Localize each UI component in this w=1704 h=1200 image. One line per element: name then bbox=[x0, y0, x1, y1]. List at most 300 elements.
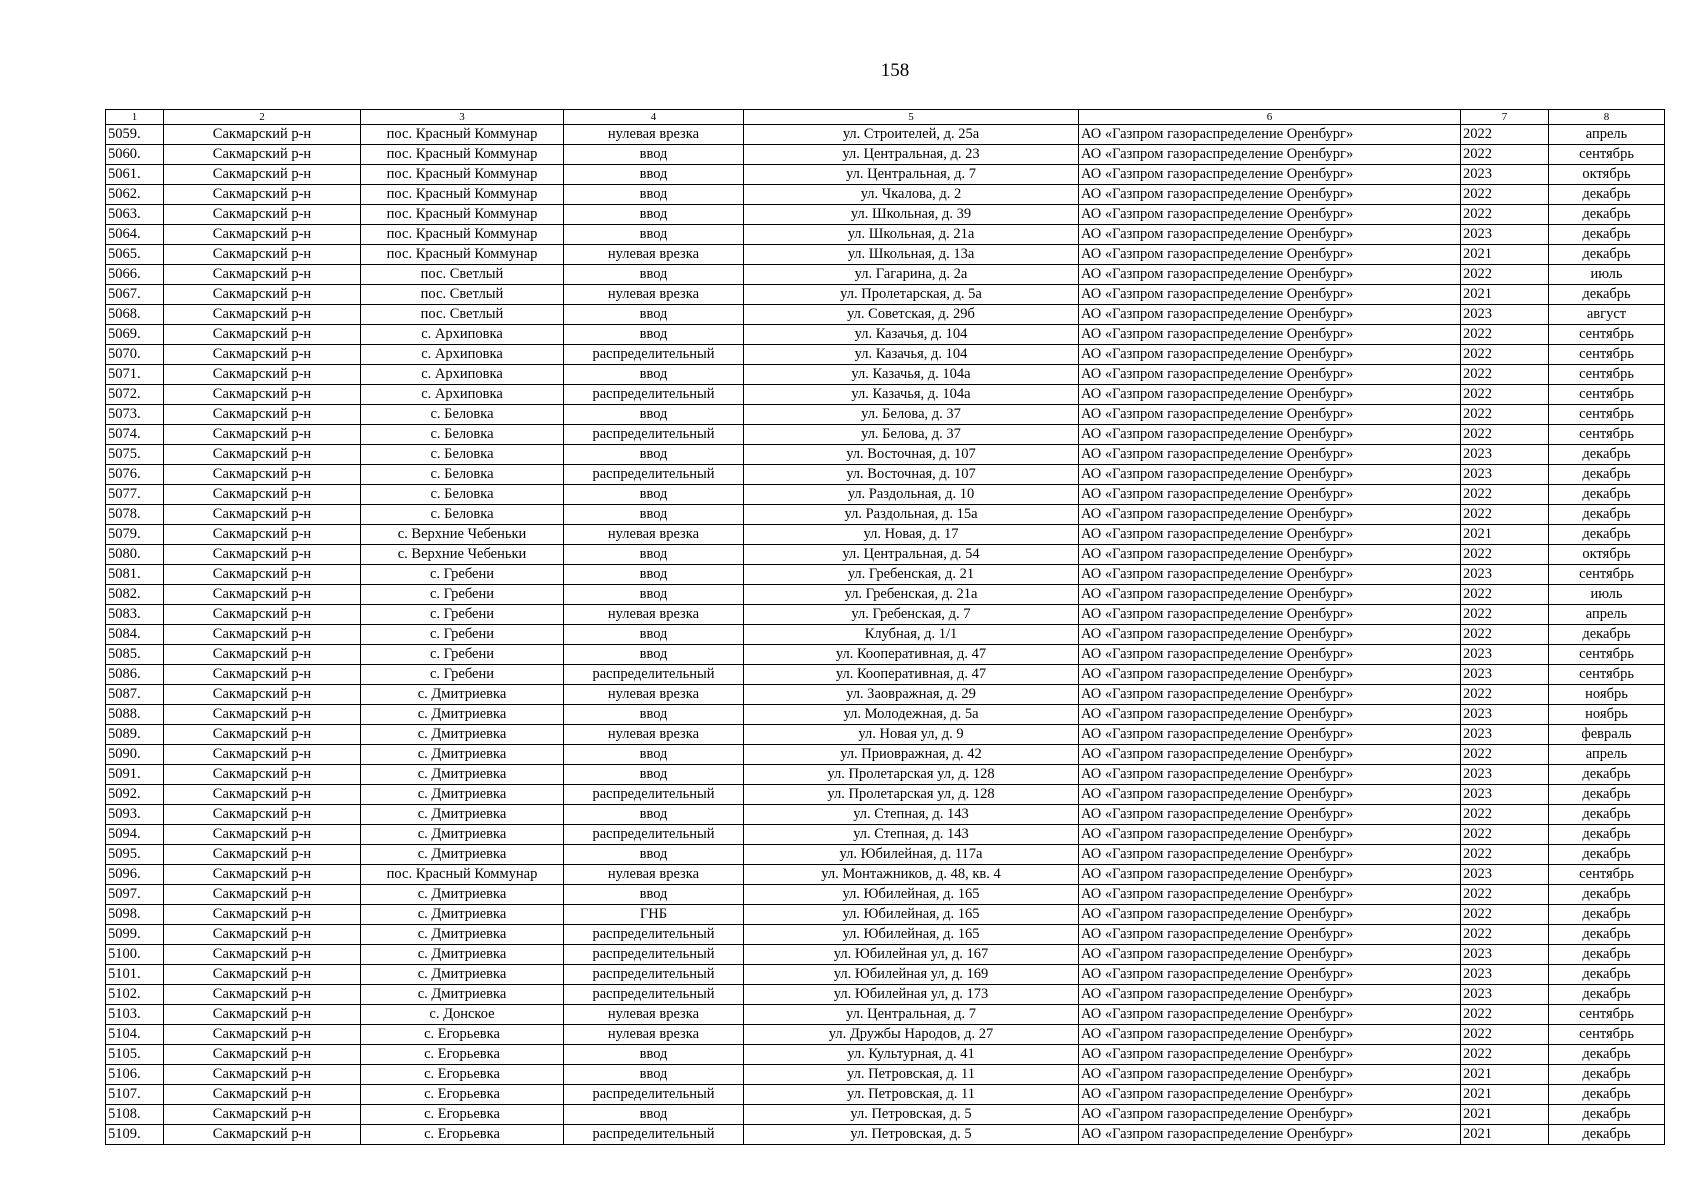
row-number: 5105. bbox=[106, 1045, 164, 1065]
year-cell: 2022 bbox=[1461, 385, 1549, 405]
register-table bbox=[105, 109, 1665, 1145]
district-cell: Сакмарский р-н bbox=[164, 785, 361, 805]
connection-type-cell: ввод bbox=[564, 305, 744, 325]
organization-cell: АО «Газпром газораспределение Оренбург» bbox=[1079, 845, 1461, 865]
organization-cell: АО «Газпром газораспределение Оренбург» bbox=[1079, 545, 1461, 565]
organization-cell: АО «Газпром газораспределение Оренбург» bbox=[1079, 685, 1461, 705]
connection-type-cell: распределительный bbox=[564, 965, 744, 985]
district-cell: Сакмарский р-н bbox=[164, 565, 361, 585]
connection-type-cell: нулевая врезка bbox=[564, 1005, 744, 1025]
year-cell: 2023 bbox=[1461, 985, 1549, 1005]
locality-cell: с. Дмитриевка bbox=[361, 745, 564, 765]
connection-type-cell: распределительный bbox=[564, 1085, 744, 1105]
table-row bbox=[106, 805, 1665, 825]
month-cell: декабрь bbox=[1549, 925, 1665, 945]
month-cell: сентябрь bbox=[1549, 325, 1665, 345]
connection-type-cell: распределительный bbox=[564, 985, 744, 1005]
month-cell: сентябрь bbox=[1549, 1025, 1665, 1045]
address-cell: ул. Казачья, д. 104 bbox=[744, 345, 1079, 365]
organization-cell: АО «Газпром газораспределение Оренбург» bbox=[1079, 805, 1461, 825]
header-col-6: 6 bbox=[1079, 110, 1461, 125]
organization-cell: АО «Газпром газораспределение Оренбург» bbox=[1079, 205, 1461, 225]
month-cell: декабрь bbox=[1549, 785, 1665, 805]
table-row bbox=[106, 725, 1665, 745]
district-cell: Сакмарский р-н bbox=[164, 205, 361, 225]
month-cell: декабрь bbox=[1549, 485, 1665, 505]
locality-cell: с. Дмитриевка bbox=[361, 925, 564, 945]
locality-cell: с. Архиповка bbox=[361, 385, 564, 405]
header-col-7: 7 bbox=[1461, 110, 1549, 125]
year-cell: 2021 bbox=[1461, 1065, 1549, 1085]
year-cell: 2022 bbox=[1461, 1025, 1549, 1045]
row-number: 5099. bbox=[106, 925, 164, 945]
district-cell: Сакмарский р-н bbox=[164, 965, 361, 985]
header-col-3: 3 bbox=[361, 110, 564, 125]
locality-cell: пос. Красный Коммунар bbox=[361, 205, 564, 225]
month-cell: декабрь bbox=[1549, 905, 1665, 925]
year-cell: 2023 bbox=[1461, 465, 1549, 485]
organization-cell: АО «Газпром газораспределение Оренбург» bbox=[1079, 1065, 1461, 1085]
locality-cell: с. Дмитриевка bbox=[361, 725, 564, 745]
row-number: 5089. bbox=[106, 725, 164, 745]
year-cell: 2022 bbox=[1461, 745, 1549, 765]
row-number: 5080. bbox=[106, 545, 164, 565]
month-cell: декабрь bbox=[1549, 805, 1665, 825]
year-cell: 2023 bbox=[1461, 865, 1549, 885]
month-cell: ноябрь bbox=[1549, 685, 1665, 705]
connection-type-cell: нулевая врезка bbox=[564, 285, 744, 305]
year-cell: 2022 bbox=[1461, 265, 1549, 285]
month-cell: декабрь bbox=[1549, 205, 1665, 225]
connection-type-cell: ввод bbox=[564, 205, 744, 225]
district-cell: Сакмарский р-н bbox=[164, 765, 361, 785]
year-cell: 2022 bbox=[1461, 925, 1549, 945]
address-cell: ул. Пролетарская ул, д. 128 bbox=[744, 765, 1079, 785]
address-cell: ул. Гагарина, д. 2а bbox=[744, 265, 1079, 285]
connection-type-cell: ввод bbox=[564, 565, 744, 585]
district-cell: Сакмарский р-н bbox=[164, 125, 361, 145]
connection-type-cell: нулевая врезка bbox=[564, 685, 744, 705]
locality-cell: пос. Красный Коммунар bbox=[361, 225, 564, 245]
row-number: 5069. bbox=[106, 325, 164, 345]
month-cell: сентябрь bbox=[1549, 365, 1665, 385]
address-cell: ул. Школьная, д. 13а bbox=[744, 245, 1079, 265]
organization-cell: АО «Газпром газораспределение Оренбург» bbox=[1079, 665, 1461, 685]
organization-cell: АО «Газпром газораспределение Оренбург» bbox=[1079, 605, 1461, 625]
month-cell: декабрь bbox=[1549, 625, 1665, 645]
district-cell: Сакмарский р-н bbox=[164, 505, 361, 525]
locality-cell: с. Гребени bbox=[361, 625, 564, 645]
month-cell: декабрь bbox=[1549, 245, 1665, 265]
year-cell: 2021 bbox=[1461, 285, 1549, 305]
row-number: 5075. bbox=[106, 445, 164, 465]
year-cell: 2023 bbox=[1461, 785, 1549, 805]
district-cell: Сакмарский р-н bbox=[164, 325, 361, 345]
table-row bbox=[106, 545, 1665, 565]
address-cell: ул. Казачья, д. 104а bbox=[744, 365, 1079, 385]
district-cell: Сакмарский р-н bbox=[164, 725, 361, 745]
month-cell: октябрь bbox=[1549, 545, 1665, 565]
organization-cell: АО «Газпром газораспределение Оренбург» bbox=[1079, 285, 1461, 305]
table-row bbox=[106, 1105, 1665, 1125]
district-cell: Сакмарский р-н bbox=[164, 1085, 361, 1105]
locality-cell: с. Гребени bbox=[361, 585, 564, 605]
locality-cell: с. Беловка bbox=[361, 445, 564, 465]
year-cell: 2022 bbox=[1461, 405, 1549, 425]
connection-type-cell: распределительный bbox=[564, 785, 744, 805]
organization-cell: АО «Газпром газораспределение Оренбург» bbox=[1079, 705, 1461, 725]
locality-cell: с. Гребени bbox=[361, 605, 564, 625]
organization-cell: АО «Газпром газораспределение Оренбург» bbox=[1079, 785, 1461, 805]
address-cell: ул. Гребенская, д. 21 bbox=[744, 565, 1079, 585]
locality-cell: с. Дмитриевка bbox=[361, 985, 564, 1005]
month-cell: сентябрь bbox=[1549, 425, 1665, 445]
table-row bbox=[106, 485, 1665, 505]
locality-cell: пос. Красный Коммунар bbox=[361, 125, 564, 145]
locality-cell: с. Гребени bbox=[361, 565, 564, 585]
row-number: 5101. bbox=[106, 965, 164, 985]
locality-cell: пос. Светлый bbox=[361, 285, 564, 305]
table-row bbox=[106, 125, 1665, 145]
table-row bbox=[106, 905, 1665, 925]
year-cell: 2021 bbox=[1461, 1125, 1549, 1145]
connection-type-cell: нулевая врезка bbox=[564, 125, 744, 145]
district-cell: Сакмарский р-н bbox=[164, 1125, 361, 1145]
organization-cell: АО «Газпром газораспределение Оренбург» bbox=[1079, 745, 1461, 765]
organization-cell: АО «Газпром газораспределение Оренбург» bbox=[1079, 125, 1461, 145]
month-cell: ноябрь bbox=[1549, 705, 1665, 725]
table-row bbox=[106, 325, 1665, 345]
organization-cell: АО «Газпром газораспределение Оренбург» bbox=[1079, 185, 1461, 205]
connection-type-cell: ввод bbox=[564, 885, 744, 905]
locality-cell: с. Дмитриевка bbox=[361, 765, 564, 785]
connection-type-cell: ввод bbox=[564, 765, 744, 785]
address-cell: ул. Петровская, д. 5 bbox=[744, 1125, 1079, 1145]
address-cell: ул. Школьная, д. 39 bbox=[744, 205, 1079, 225]
table-row bbox=[106, 885, 1665, 905]
locality-cell: с. Егорьевка bbox=[361, 1045, 564, 1065]
organization-cell: АО «Газпром газораспределение Оренбург» bbox=[1079, 165, 1461, 185]
month-cell: декабрь bbox=[1549, 985, 1665, 1005]
table-row bbox=[106, 1025, 1665, 1045]
table-row bbox=[106, 1005, 1665, 1025]
locality-cell: с. Егорьевка bbox=[361, 1105, 564, 1125]
row-number: 5066. bbox=[106, 265, 164, 285]
row-number: 5073. bbox=[106, 405, 164, 425]
address-cell: ул. Новая, д. 17 bbox=[744, 525, 1079, 545]
district-cell: Сакмарский р-н bbox=[164, 805, 361, 825]
address-cell: ул. Новая ул, д. 9 bbox=[744, 725, 1079, 745]
address-cell: ул. Гребенская, д. 7 bbox=[744, 605, 1079, 625]
organization-cell: АО «Газпром газораспределение Оренбург» bbox=[1079, 405, 1461, 425]
row-number: 5060. bbox=[106, 145, 164, 165]
organization-cell: АО «Газпром газораспределение Оренбург» bbox=[1079, 385, 1461, 405]
connection-type-cell: ввод bbox=[564, 805, 744, 825]
year-cell: 2022 bbox=[1461, 685, 1549, 705]
district-cell: Сакмарский р-н bbox=[164, 445, 361, 465]
table-row bbox=[106, 265, 1665, 285]
table-row bbox=[106, 225, 1665, 245]
table-row bbox=[106, 705, 1665, 725]
month-cell: апрель bbox=[1549, 605, 1665, 625]
month-cell: апрель bbox=[1549, 745, 1665, 765]
connection-type-cell: нулевая врезка bbox=[564, 605, 744, 625]
organization-cell: АО «Газпром газораспределение Оренбург» bbox=[1079, 345, 1461, 365]
district-cell: Сакмарский р-н bbox=[164, 185, 361, 205]
locality-cell: с. Беловка bbox=[361, 485, 564, 505]
organization-cell: АО «Газпром газораспределение Оренбург» bbox=[1079, 945, 1461, 965]
district-cell: Сакмарский р-н bbox=[164, 285, 361, 305]
locality-cell: пос. Красный Коммунар bbox=[361, 165, 564, 185]
month-cell: сентябрь bbox=[1549, 1005, 1665, 1025]
row-number: 5106. bbox=[106, 1065, 164, 1085]
year-cell: 2022 bbox=[1461, 345, 1549, 365]
organization-cell: АО «Газпром газораспределение Оренбург» bbox=[1079, 1125, 1461, 1145]
organization-cell: АО «Газпром газораспределение Оренбург» bbox=[1079, 365, 1461, 385]
table-row bbox=[106, 625, 1665, 645]
locality-cell: с. Архиповка bbox=[361, 325, 564, 345]
district-cell: Сакмарский р-н bbox=[164, 545, 361, 565]
district-cell: Сакмарский р-н bbox=[164, 345, 361, 365]
organization-cell: АО «Газпром газораспределение Оренбург» bbox=[1079, 965, 1461, 985]
address-cell: ул. Юбилейная ул, д. 167 bbox=[744, 945, 1079, 965]
locality-cell: с. Дмитриевка bbox=[361, 885, 564, 905]
row-number: 5067. bbox=[106, 285, 164, 305]
connection-type-cell: ГНБ bbox=[564, 905, 744, 925]
district-cell: Сакмарский р-н bbox=[164, 825, 361, 845]
month-cell: октябрь bbox=[1549, 165, 1665, 185]
row-number: 5090. bbox=[106, 745, 164, 765]
row-number: 5109. bbox=[106, 1125, 164, 1145]
district-cell: Сакмарский р-н bbox=[164, 485, 361, 505]
connection-type-cell: распределительный bbox=[564, 825, 744, 845]
district-cell: Сакмарский р-н bbox=[164, 745, 361, 765]
year-cell: 2021 bbox=[1461, 1085, 1549, 1105]
month-cell: декабрь bbox=[1549, 765, 1665, 785]
connection-type-cell: ввод bbox=[564, 405, 744, 425]
month-cell: декабрь bbox=[1549, 1105, 1665, 1125]
address-cell: ул. Казачья, д. 104а bbox=[744, 385, 1079, 405]
table-row bbox=[106, 745, 1665, 765]
connection-type-cell: ввод bbox=[564, 505, 744, 525]
district-cell: Сакмарский р-н bbox=[164, 665, 361, 685]
address-cell: ул. Центральная, д. 7 bbox=[744, 1005, 1079, 1025]
row-number: 5079. bbox=[106, 525, 164, 545]
connection-type-cell: распределительный bbox=[564, 925, 744, 945]
district-cell: Сакмарский р-н bbox=[164, 605, 361, 625]
connection-type-cell: ввод bbox=[564, 645, 744, 665]
year-cell: 2022 bbox=[1461, 545, 1549, 565]
address-cell: ул. Культурная, д. 41 bbox=[744, 1045, 1079, 1065]
district-cell: Сакмарский р-н bbox=[164, 265, 361, 285]
connection-type-cell: распределительный bbox=[564, 945, 744, 965]
district-cell: Сакмарский р-н bbox=[164, 1065, 361, 1085]
row-number: 5094. bbox=[106, 825, 164, 845]
address-cell: ул. Центральная, д. 23 bbox=[744, 145, 1079, 165]
month-cell: декабрь bbox=[1549, 465, 1665, 485]
month-cell: декабрь bbox=[1549, 505, 1665, 525]
row-number: 5103. bbox=[106, 1005, 164, 1025]
address-cell: ул. Школьная, д. 21а bbox=[744, 225, 1079, 245]
organization-cell: АО «Газпром газораспределение Оренбург» bbox=[1079, 425, 1461, 445]
district-cell: Сакмарский р-н bbox=[164, 625, 361, 645]
locality-cell: с. Донское bbox=[361, 1005, 564, 1025]
district-cell: Сакмарский р-н bbox=[164, 1045, 361, 1065]
row-number: 5074. bbox=[106, 425, 164, 445]
address-cell: ул. Пролетарская ул, д. 128 bbox=[744, 785, 1079, 805]
year-cell: 2021 bbox=[1461, 525, 1549, 545]
month-cell: сентябрь bbox=[1549, 665, 1665, 685]
organization-cell: АО «Газпром газораспределение Оренбург» bbox=[1079, 485, 1461, 505]
year-cell: 2022 bbox=[1461, 605, 1549, 625]
organization-cell: АО «Газпром газораспределение Оренбург» bbox=[1079, 565, 1461, 585]
year-cell: 2022 bbox=[1461, 845, 1549, 865]
connection-type-cell: ввод bbox=[564, 445, 744, 465]
year-cell: 2022 bbox=[1461, 205, 1549, 225]
connection-type-cell: ввод bbox=[564, 745, 744, 765]
year-cell: 2022 bbox=[1461, 1005, 1549, 1025]
row-number: 5088. bbox=[106, 705, 164, 725]
table-row bbox=[106, 765, 1665, 785]
organization-cell: АО «Газпром газораспределение Оренбург» bbox=[1079, 1105, 1461, 1125]
header-col-4: 4 bbox=[564, 110, 744, 125]
row-number: 5102. bbox=[106, 985, 164, 1005]
connection-type-cell: распределительный bbox=[564, 1125, 744, 1145]
month-cell: август bbox=[1549, 305, 1665, 325]
district-cell: Сакмарский р-н bbox=[164, 905, 361, 925]
row-number: 5093. bbox=[106, 805, 164, 825]
header-col-8: 8 bbox=[1549, 110, 1665, 125]
year-cell: 2023 bbox=[1461, 725, 1549, 745]
address-cell: ул. Степная, д. 143 bbox=[744, 825, 1079, 845]
district-cell: Сакмарский р-н bbox=[164, 165, 361, 185]
organization-cell: АО «Газпром газораспределение Оренбург» bbox=[1079, 1045, 1461, 1065]
locality-cell: с. Дмитриевка bbox=[361, 825, 564, 845]
row-number: 5091. bbox=[106, 765, 164, 785]
locality-cell: с. Дмитриевка bbox=[361, 905, 564, 925]
address-cell: ул. Гребенская, д. 21а bbox=[744, 585, 1079, 605]
table-row bbox=[106, 785, 1665, 805]
table-row bbox=[106, 445, 1665, 465]
connection-type-cell: нулевая врезка bbox=[564, 245, 744, 265]
year-cell: 2023 bbox=[1461, 445, 1549, 465]
year-cell: 2022 bbox=[1461, 425, 1549, 445]
month-cell: апрель bbox=[1549, 125, 1665, 145]
address-cell: ул. Пролетарская, д. 5а bbox=[744, 285, 1079, 305]
connection-type-cell: ввод bbox=[564, 1105, 744, 1125]
table-row bbox=[106, 425, 1665, 445]
locality-cell: с. Егорьевка bbox=[361, 1085, 564, 1105]
year-cell: 2023 bbox=[1461, 305, 1549, 325]
row-number: 5097. bbox=[106, 885, 164, 905]
organization-cell: АО «Газпром газораспределение Оренбург» bbox=[1079, 145, 1461, 165]
locality-cell: с. Архиповка bbox=[361, 345, 564, 365]
address-cell: ул. Восточная, д. 107 bbox=[744, 465, 1079, 485]
row-number: 5092. bbox=[106, 785, 164, 805]
year-cell: 2022 bbox=[1461, 185, 1549, 205]
locality-cell: с. Беловка bbox=[361, 505, 564, 525]
connection-type-cell: ввод bbox=[564, 705, 744, 725]
table-row bbox=[106, 245, 1665, 265]
address-cell: ул. Белова, д. 37 bbox=[744, 425, 1079, 445]
row-number: 5087. bbox=[106, 685, 164, 705]
district-cell: Сакмарский р-н bbox=[164, 465, 361, 485]
district-cell: Сакмарский р-н bbox=[164, 685, 361, 705]
organization-cell: АО «Газпром газораспределение Оренбург» bbox=[1079, 925, 1461, 945]
locality-cell: пос. Светлый bbox=[361, 265, 564, 285]
month-cell: сентябрь bbox=[1549, 565, 1665, 585]
address-cell: ул. Петровская, д. 11 bbox=[744, 1085, 1079, 1105]
table-body bbox=[106, 125, 1665, 1145]
month-cell: декабрь bbox=[1549, 1065, 1665, 1085]
header-col-2: 2 bbox=[164, 110, 361, 125]
year-cell: 2023 bbox=[1461, 645, 1549, 665]
month-cell: декабрь bbox=[1549, 525, 1665, 545]
row-number: 5084. bbox=[106, 625, 164, 645]
connection-type-cell: ввод bbox=[564, 1045, 744, 1065]
table-row bbox=[106, 1085, 1665, 1105]
organization-cell: АО «Газпром газораспределение Оренбург» bbox=[1079, 445, 1461, 465]
month-cell: декабрь bbox=[1549, 445, 1665, 465]
district-cell: Сакмарский р-н bbox=[164, 585, 361, 605]
district-cell: Сакмарский р-н bbox=[164, 945, 361, 965]
organization-cell: АО «Газпром газораспределение Оренбург» bbox=[1079, 1005, 1461, 1025]
locality-cell: с. Верхние Чебеньки bbox=[361, 545, 564, 565]
organization-cell: АО «Газпром газораспределение Оренбург» bbox=[1079, 225, 1461, 245]
organization-cell: АО «Газпром газораспределение Оренбург» bbox=[1079, 465, 1461, 485]
table-row bbox=[106, 665, 1665, 685]
locality-cell: с. Дмитриевка bbox=[361, 845, 564, 865]
table-row bbox=[106, 345, 1665, 365]
table-row bbox=[106, 205, 1665, 225]
table-row bbox=[106, 965, 1665, 985]
table-row bbox=[106, 305, 1665, 325]
address-cell: ул. Центральная, д. 54 bbox=[744, 545, 1079, 565]
month-cell: февраль bbox=[1549, 725, 1665, 745]
organization-cell: АО «Газпром газораспределение Оренбург» bbox=[1079, 1085, 1461, 1105]
row-number: 5062. bbox=[106, 185, 164, 205]
row-number: 5095. bbox=[106, 845, 164, 865]
year-cell: 2022 bbox=[1461, 485, 1549, 505]
district-cell: Сакмарский р-н bbox=[164, 365, 361, 385]
connection-type-cell: ввод bbox=[564, 165, 744, 185]
address-cell: ул. Петровская, д. 11 bbox=[744, 1065, 1079, 1085]
month-cell: июль bbox=[1549, 265, 1665, 285]
locality-cell: с. Беловка bbox=[361, 465, 564, 485]
table-row bbox=[106, 165, 1665, 185]
table-row bbox=[106, 185, 1665, 205]
connection-type-cell: распределительный bbox=[564, 665, 744, 685]
locality-cell: с. Архиповка bbox=[361, 365, 564, 385]
district-cell: Сакмарский р-н bbox=[164, 425, 361, 445]
month-cell: декабрь bbox=[1549, 885, 1665, 905]
connection-type-cell: распределительный bbox=[564, 425, 744, 445]
address-cell: ул. Приовражная, д. 42 bbox=[744, 745, 1079, 765]
month-cell: сентябрь bbox=[1549, 865, 1665, 885]
district-cell: Сакмарский р-н bbox=[164, 1005, 361, 1025]
year-cell: 2022 bbox=[1461, 585, 1549, 605]
address-cell: Клубная, д. 1/1 bbox=[744, 625, 1079, 645]
month-cell: сентябрь bbox=[1549, 645, 1665, 665]
address-cell: ул. Юбилейная, д. 117а bbox=[744, 845, 1079, 865]
row-number: 5064. bbox=[106, 225, 164, 245]
page-number: 158 bbox=[880, 60, 910, 81]
address-cell: ул. Центральная, д. 7 bbox=[744, 165, 1079, 185]
connection-type-cell: распределительный bbox=[564, 385, 744, 405]
year-cell: 2023 bbox=[1461, 705, 1549, 725]
organization-cell: АО «Газпром газораспределение Оренбург» bbox=[1079, 625, 1461, 645]
locality-cell: с. Егорьевка bbox=[361, 1025, 564, 1045]
